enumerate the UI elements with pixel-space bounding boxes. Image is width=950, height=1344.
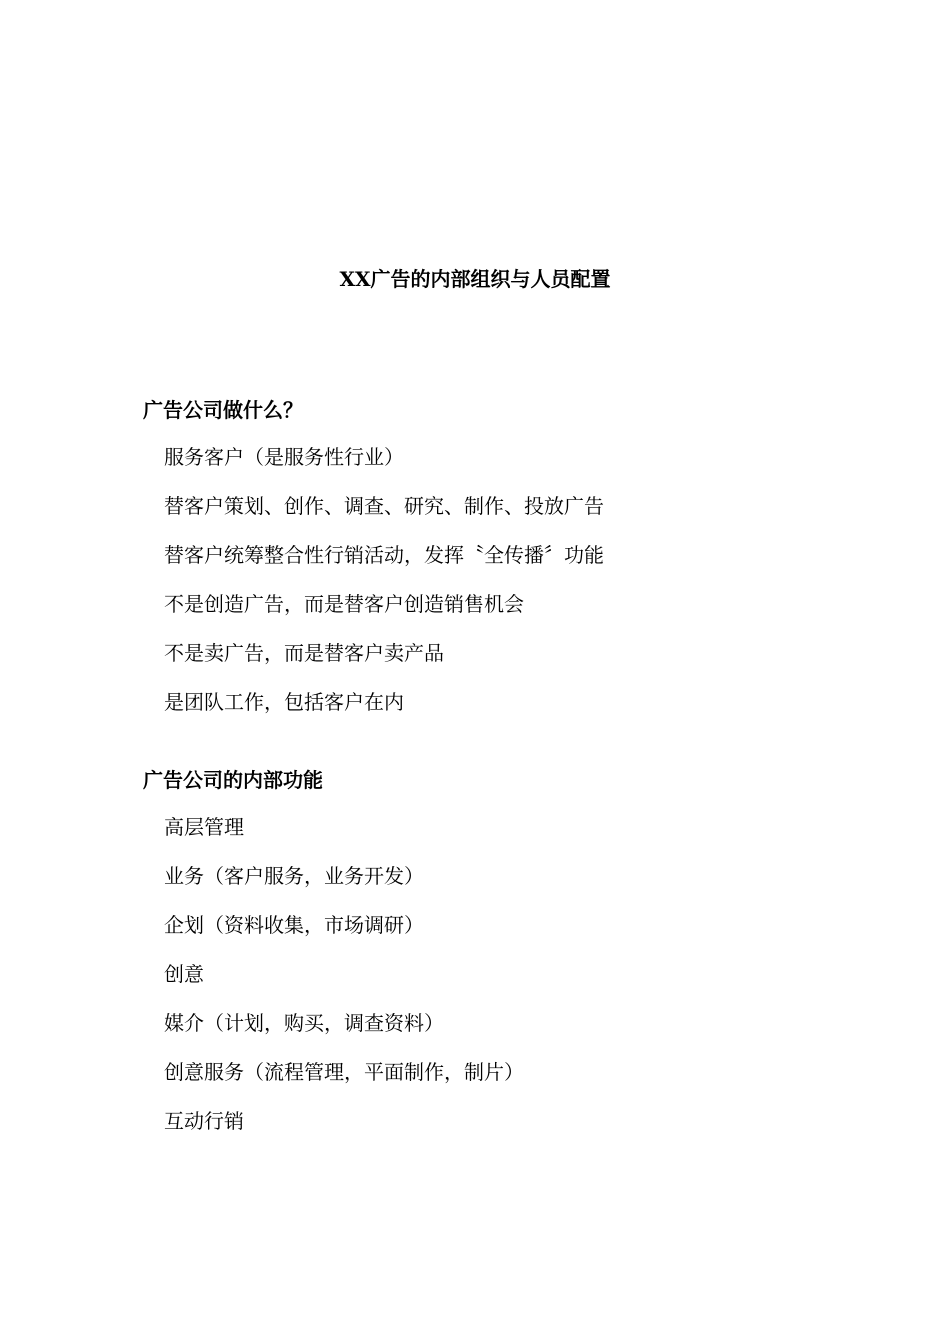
list-item: 媒介（计划，购买，调查资料） [164, 1011, 444, 1035]
list-item: 不是创造广告，而是替客户创造销售机会 [164, 592, 524, 616]
list-item: 替客户统筹整合性行销活动，发挥〝全传播〞功能 [164, 543, 604, 567]
list-item: 高层管理 [164, 815, 244, 839]
section-internal-functions [143, 766, 843, 1135]
list-item: 不是卖广告，而是替客户卖产品 [164, 641, 444, 665]
list-item: 互动行销 [164, 1109, 244, 1133]
section-heading: 广告公司做什么？ [143, 398, 303, 422]
list-item: 业务（客户服务，业务开发） [164, 864, 424, 888]
item-list [143, 443, 843, 716]
list-item: 创意服务（流程管理，平面制作，制片） [164, 1060, 524, 1084]
list-item: 服务客户（是服务性行业） [164, 445, 404, 469]
document-title: XX广告的内部组织与人员配置 [339, 267, 611, 292]
item-list [143, 813, 843, 1135]
list-item: 替客户策划、创作、调查、研究、制作、投放广告 [164, 494, 604, 518]
section-heading: 广告公司的内部功能 [143, 768, 323, 792]
section-what-ad-agencies-do [143, 396, 843, 716]
list-item: 创意 [164, 962, 204, 986]
list-item: 是团队工作，包括客户在内 [164, 690, 404, 714]
list-item: 企划（资料收集，市场调研） [164, 913, 424, 937]
